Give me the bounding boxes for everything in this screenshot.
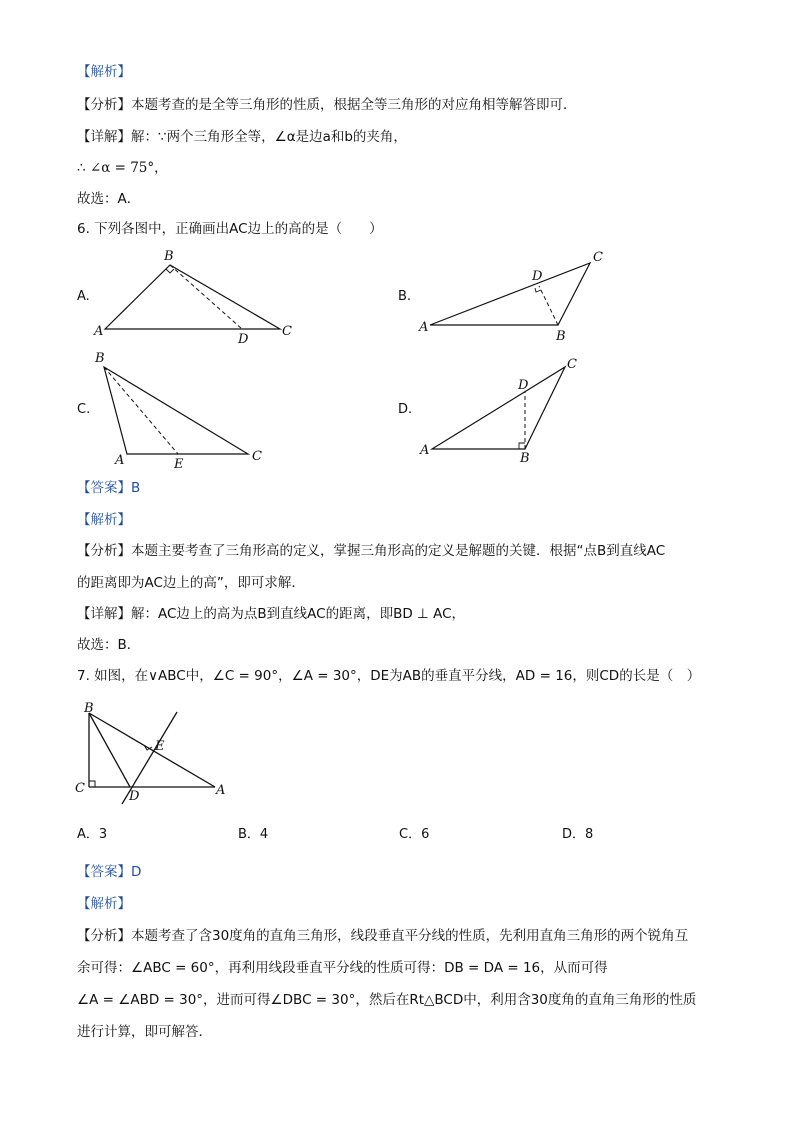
q6-choose: 故选：B．: [77, 637, 141, 653]
q7-option-c[interactable]: C．6: [399, 827, 430, 842]
q5-detail: [77, 127, 407, 147]
q7-analysis-line3: ∠A = ∠ABD = 30°，进而可得∠DBC = 30°，然后在Rt△BCD中，利用含30度角的直角三角形的性质: [77, 992, 697, 1008]
fig-a-point-a: A: [94, 324, 104, 339]
q6-option-a-label[interactable]: A.: [77, 289, 90, 304]
q5-detail-text: 两个三角形全等，∠α是边a和b的夹角，: [166, 129, 407, 145]
fig-c-point-a: A: [115, 453, 125, 468]
fig-c-point-c: C: [252, 449, 262, 464]
q6-analysis-line2: 的距离即为AC边上的高”，即可求解．: [77, 575, 305, 591]
q6-analysis-line1: 【分析】本题主要考查了三角形高的定义，掌握三角形高的定义是解题的关键．根据“点B到直线AC: [77, 543, 666, 559]
q6-jiexi-heading: 【解析】: [77, 512, 131, 528]
fig-c-point-e: E: [174, 457, 184, 472]
q7-option-d[interactable]: D．8: [562, 827, 594, 842]
q7-stem: 7. 如图，在∨ABC中，∠C = 90°，∠A = 30°，DE为AB的垂直平分线，AD = 16，则CD的长是（ ）: [77, 668, 701, 684]
q6-figure-b: [415, 245, 615, 350]
q6-answer: 【答案】B: [77, 480, 141, 496]
q7-point-a: A: [216, 783, 226, 798]
because-icon: ∵: [158, 129, 167, 145]
q7-answer: 【答案】D: [77, 864, 142, 880]
q5-therefore: ∴ ∠α = 75°，: [77, 160, 168, 176]
q7-point-b: B: [84, 701, 94, 716]
q7-option-a[interactable]: A．3: [77, 827, 108, 842]
q6-option-c-label[interactable]: C.: [77, 402, 91, 417]
q6-option-b-label[interactable]: B.: [398, 289, 412, 304]
q7-point-e: E: [155, 739, 165, 754]
fig-a-point-b: B: [164, 249, 174, 264]
q5-detail-prefix: 【详解】解：: [77, 129, 158, 145]
q7-figure: [72, 698, 242, 810]
q7-point-d: D: [129, 789, 140, 804]
fig-d-point-c: C: [567, 357, 577, 372]
fig-b-point-d: D: [532, 269, 543, 284]
q7-analysis-line1: 【分析】本题考查了含30度角的直角三角形，线段垂直平分线的性质，先利用直角三角形的两个锐角互: [77, 928, 689, 944]
q7-analysis-line2: 余可得：∠ABC = 60°，再利用线段垂直平分线的性质可得：DB = DA = 16，从而可得: [77, 960, 608, 976]
q7-jiexi-heading: 【解析】: [77, 896, 131, 912]
fig-d-point-a: A: [420, 443, 430, 458]
q7-analysis-line4: 进行计算，即可解答．: [77, 1024, 212, 1040]
fig-a-point-c: C: [282, 324, 292, 339]
q7-option-b[interactable]: B．4: [238, 827, 269, 842]
q7-point-c: C: [75, 781, 85, 796]
fig-b-point-c: C: [593, 250, 603, 265]
q5-analysis: 【分析】本题考查的是全等三角形的性质，根据全等三角形的对应角相等解答即可．: [77, 97, 577, 113]
q6-figure-a: [90, 245, 310, 350]
fig-c-point-b: B: [95, 351, 105, 366]
q5-jiexi-heading: 【解析】: [77, 64, 131, 80]
fig-b-point-b: B: [556, 329, 566, 344]
fig-a-point-d: D: [238, 332, 249, 347]
q6-detail: 【详解】解：AC边上的高为点B到直线AC的距离，即BD ⊥ AC，: [77, 606, 466, 622]
q6-figure-d: [415, 350, 590, 468]
q6-stem: 6. 下列各图中，正确画出AC边上的高的是（ ）: [77, 221, 383, 237]
q6-option-d-label[interactable]: D.: [398, 402, 413, 417]
fig-d-point-b: B: [520, 451, 530, 466]
q6-figure-c: [90, 348, 280, 473]
fig-d-point-d: D: [518, 378, 529, 393]
q5-choose: 故选：A．: [77, 191, 141, 207]
fig-b-point-a: A: [419, 320, 429, 335]
